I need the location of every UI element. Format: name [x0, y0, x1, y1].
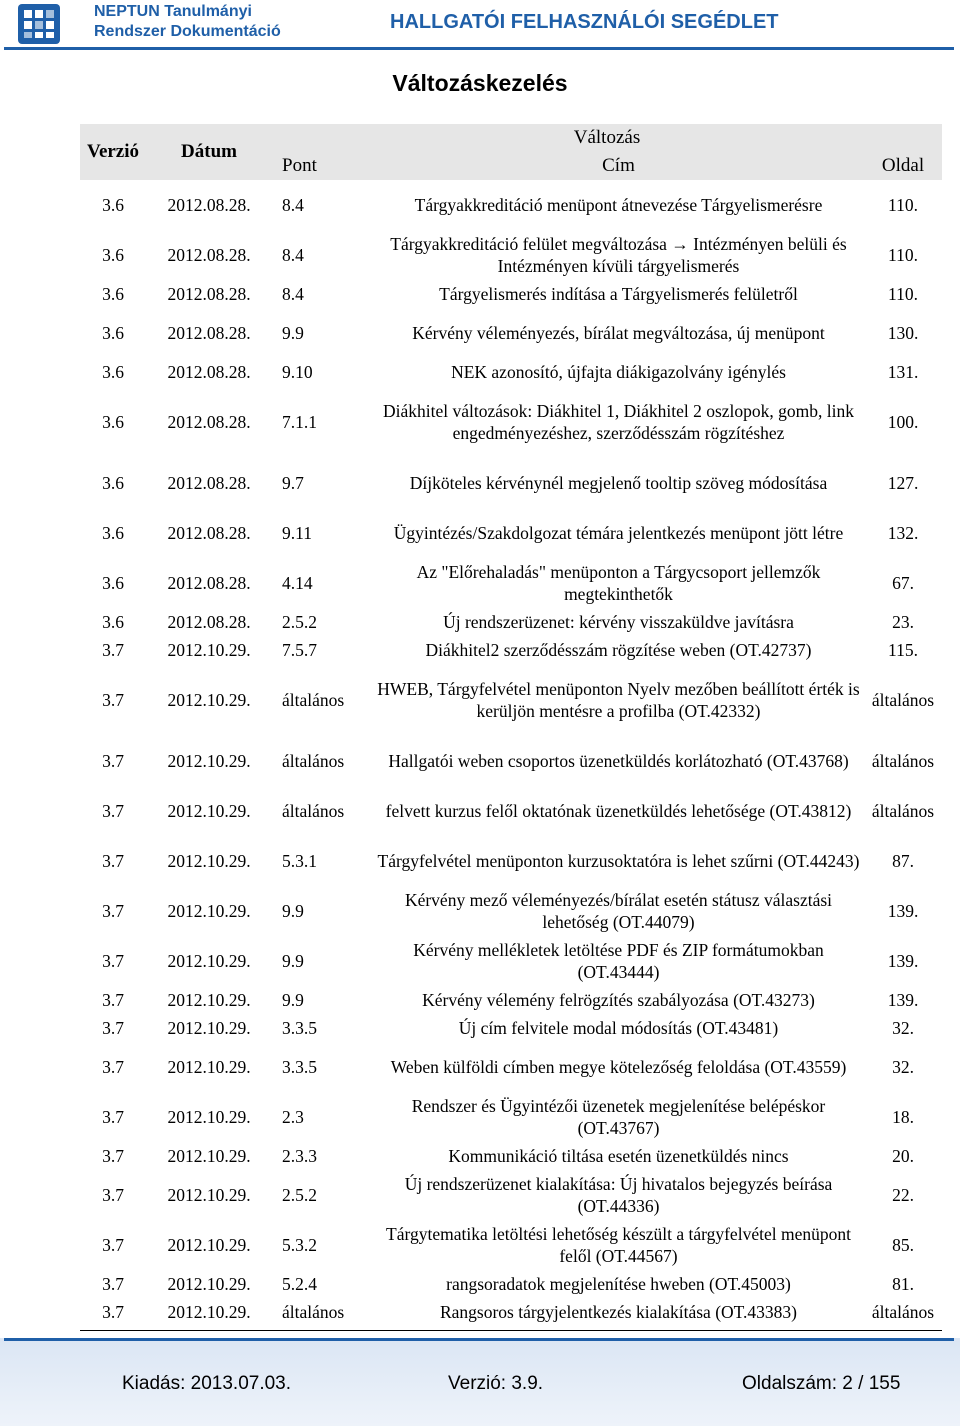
- cell-date: 2012.08.28.: [167, 573, 251, 593]
- cell-date: 2012.08.28.: [167, 412, 251, 432]
- table-row: [80, 558, 942, 608]
- cell-version: 3.7: [102, 640, 124, 660]
- cell-page: 110.: [888, 284, 918, 304]
- table-row: [80, 664, 942, 736]
- org-name-line1: NEPTUN Tanulmányi: [94, 3, 252, 20]
- cell-title: Kommunikáció tiltása esetén üzenetküldés nincs: [448, 1146, 789, 1166]
- table-row: [80, 358, 942, 386]
- footer-version: Verzió: 3.9.: [448, 1373, 544, 1394]
- org-name-line2: Rendszer Dokumentáció: [94, 23, 281, 40]
- cell-version: 3.7: [102, 901, 124, 921]
- cell-title: Kérvény véleményezés, bírálat megváltozása, új menüpont: [412, 323, 825, 343]
- cell-title: Az "Előrehaladás" menüponton a Tárgycsoport jellemzők megtekinthetők: [416, 562, 821, 604]
- cell-page: 139.: [887, 951, 919, 971]
- cell-point: 9.10: [282, 362, 313, 382]
- header-date: Dátum: [146, 124, 272, 180]
- table-row: [80, 886, 942, 936]
- cell-point: 5.3.2: [282, 1235, 317, 1255]
- cell-version: 3.7: [102, 1057, 124, 1077]
- cell-point: általános: [282, 1302, 345, 1322]
- cell-title: HWEB, Tárgyfelvétel menüponton Nyelv mezőben beállított érték is kerüljön mentésre a profilba (OT.42332): [377, 679, 860, 721]
- cell-title: Tárgytematika letöltési lehetőség készült a tárgyfelvétel menüpont felől (OT.44567): [386, 1224, 851, 1266]
- cell-version: 3.7: [102, 851, 124, 871]
- cell-page: 67.: [892, 573, 914, 593]
- footer-divider: [4, 1338, 954, 1341]
- cell-title: Díjköteles kérvénynél megjelenő tooltip szöveg módosítása: [409, 473, 828, 493]
- cell-point: általános: [282, 751, 345, 771]
- cell-page: 18.: [892, 1107, 914, 1127]
- cell-version: 3.6: [102, 573, 124, 593]
- org-name: [94, 2, 281, 42]
- cell-page: általános: [871, 690, 935, 710]
- cell-point: 4.14: [282, 573, 313, 593]
- neptun-logo-icon: [18, 4, 60, 44]
- cell-point: általános: [282, 801, 345, 821]
- cell-title: Ügyintézés/Szakdolgozat témára jelentkezés menüpont jött létre: [393, 523, 844, 543]
- cell-date: 2012.10.29.: [167, 1057, 251, 1077]
- table-row: [80, 280, 942, 308]
- cell-date: 2012.08.28.: [167, 612, 251, 632]
- cell-page: 130.: [887, 323, 919, 343]
- cell-date: 2012.10.29.: [167, 1235, 251, 1255]
- cell-point: 8.4: [282, 284, 304, 304]
- section-title: Változáskezelés: [392, 70, 568, 96]
- cell-point: 2.3.3: [282, 1146, 317, 1166]
- change-log-rows: [80, 180, 942, 1326]
- table-row: [80, 786, 942, 836]
- table-bottom-rule: [80, 1330, 942, 1331]
- cell-point: 2.5.2: [282, 1185, 317, 1205]
- cell-title: Kérvény mező véleményezés/bírálat esetén státusz választási lehetőség (OT.44079): [404, 890, 833, 932]
- cell-title: felvett kurzus felől oktatónak üzenetküldés lehetősége (OT.43812): [385, 801, 852, 821]
- cell-point: 5.2.4: [282, 1274, 317, 1294]
- cell-date: 2012.08.28.: [167, 284, 251, 304]
- cell-date: 2012.10.29.: [167, 690, 251, 710]
- cell-version: 3.6: [102, 612, 124, 632]
- cell-title: Kérvény vélemény felrögzítés szabályozása (OT.43273): [422, 990, 815, 1010]
- table-row: [80, 986, 942, 1014]
- cell-page: 85.: [892, 1235, 914, 1255]
- header-divider: [4, 47, 954, 50]
- document-title: HALLGATÓI FELHASZNÁLÓI SEGÉDLET: [390, 11, 779, 33]
- cell-date: 2012.10.29.: [167, 901, 251, 921]
- cell-point: 9.9: [282, 990, 304, 1010]
- cell-title: Rendszer és Ügyintézői üzenetek megjelenítése belépéskor (OT.43767): [411, 1096, 826, 1138]
- cell-title: Tárgyakkreditáció felület megváltozása → Intézményen belüli és Intézményen kívüli tárgyelismerés: [390, 234, 847, 276]
- table-row: [80, 1142, 942, 1170]
- cell-point: 8.4: [282, 195, 304, 215]
- header-change: Változás: [272, 124, 942, 152]
- table-row: [80, 1220, 942, 1270]
- header-page: Oldal: [864, 152, 942, 180]
- cell-version: 3.7: [102, 1185, 124, 1205]
- cell-page: 23.: [892, 612, 914, 632]
- cell-title: Tárgyakkreditáció menüpont átnevezése Tárgyelismerésre: [414, 195, 823, 215]
- cell-point: 9.9: [282, 323, 304, 343]
- cell-point: 3.3.5: [282, 1057, 317, 1077]
- cell-title: rangsoradatok megjelenítése hweben (OT.45003): [446, 1274, 791, 1294]
- table-row: [80, 180, 942, 230]
- cell-date: 2012.10.29.: [167, 1107, 251, 1127]
- cell-date: 2012.08.28.: [167, 195, 251, 215]
- cell-page: 32.: [892, 1018, 914, 1038]
- cell-point: 2.5.2: [282, 612, 317, 632]
- table-row: [80, 608, 942, 636]
- cell-page: általános: [871, 801, 935, 821]
- cell-date: 2012.08.28.: [167, 323, 251, 343]
- cell-page: 132.: [887, 523, 919, 543]
- cell-date: 2012.08.28.: [167, 473, 251, 493]
- cell-page: 139.: [887, 990, 919, 1010]
- table-row: [80, 736, 942, 786]
- table-row: [80, 386, 942, 458]
- cell-title: Hallgatói weben csoportos üzenetküldés korlátozható (OT.43768): [388, 751, 849, 771]
- cell-title: Rangsoros tárgyjelentkezés kialakítása (OT.43383): [439, 1302, 798, 1322]
- cell-page: 110.: [888, 245, 918, 265]
- table-row: [80, 1042, 942, 1092]
- cell-version: 3.7: [102, 690, 124, 710]
- header-point: Pont: [272, 152, 373, 180]
- cell-point: 9.9: [282, 901, 304, 921]
- table-row: [80, 230, 942, 280]
- cell-page: általános: [871, 1302, 935, 1322]
- table-row: [80, 1270, 942, 1298]
- table-row: [80, 636, 942, 664]
- cell-page: 81.: [892, 1274, 914, 1294]
- table-row: [80, 508, 942, 558]
- cell-version: 3.6: [102, 473, 124, 493]
- cell-date: 2012.08.28.: [167, 523, 251, 543]
- cell-date: 2012.10.29.: [167, 751, 251, 771]
- cell-date: 2012.10.29.: [167, 1302, 251, 1322]
- cell-version: 3.7: [102, 1274, 124, 1294]
- table-row: [80, 308, 942, 358]
- cell-version: 3.6: [102, 323, 124, 343]
- cell-date: 2012.10.29.: [167, 1146, 251, 1166]
- table-row: [80, 1298, 942, 1326]
- cell-page: 127.: [887, 473, 919, 493]
- header-title: Cím: [373, 152, 864, 180]
- cell-point: 5.3.1: [282, 851, 317, 871]
- cell-version: 3.6: [102, 412, 124, 432]
- cell-title: Tárgyfelvétel menüponton kurzusoktatóra is lehet szűrni (OT.44243): [377, 851, 860, 871]
- table-row: [80, 1092, 942, 1142]
- cell-date: 2012.10.29.: [167, 951, 251, 971]
- table-row: [80, 936, 942, 986]
- cell-version: 3.7: [102, 801, 124, 821]
- cell-date: 2012.10.29.: [167, 801, 251, 821]
- cell-version: 3.6: [102, 245, 124, 265]
- cell-version: 3.6: [102, 195, 124, 215]
- cell-version: 3.7: [102, 1302, 124, 1322]
- cell-point: 8.4: [282, 245, 304, 265]
- cell-title: Tárgyelismerés indítása a Tárgyelismerés felületről: [439, 284, 798, 304]
- cell-date: 2012.08.28.: [167, 245, 251, 265]
- cell-page: 110.: [888, 195, 918, 215]
- cell-page: 20.: [892, 1146, 914, 1166]
- cell-page: 32.: [892, 1057, 914, 1077]
- page-header: [0, 0, 960, 50]
- cell-point: 9.7: [282, 473, 304, 493]
- cell-title: Diákhitel2 szerződésszám rögzítése weben (OT.42737): [425, 640, 812, 660]
- cell-version: 3.6: [102, 523, 124, 543]
- cell-version: 3.7: [102, 751, 124, 771]
- cell-title: Kérvény mellékletek letöltése PDF és ZIP formátumokban (OT.43444): [413, 940, 824, 982]
- cell-version: 3.7: [102, 990, 124, 1010]
- cell-title: NEK azonosító, újfajta diákigazolvány igénylés: [451, 362, 786, 382]
- table-row: [80, 1170, 942, 1220]
- table-row: [80, 458, 942, 508]
- cell-page: 139.: [887, 901, 919, 921]
- cell-date: 2012.10.29.: [167, 1185, 251, 1205]
- cell-page: 131.: [887, 362, 919, 382]
- cell-point: 9.11: [282, 523, 312, 543]
- cell-point: 7.1.1: [282, 412, 317, 432]
- cell-version: 3.6: [102, 284, 124, 304]
- cell-version: 3.7: [102, 1107, 124, 1127]
- cell-date: 2012.10.29.: [167, 1018, 251, 1038]
- footer-page-number: Oldalszám: 2 / 155: [742, 1373, 901, 1394]
- cell-title: Weben külföldi címben megye kötelezőség feloldása (OT.43559): [390, 1057, 847, 1077]
- cell-date: 2012.10.29.: [167, 851, 251, 871]
- cell-date: 2012.10.29.: [167, 1274, 251, 1294]
- cell-date: 2012.08.28.: [167, 362, 251, 382]
- cell-point: 3.3.5: [282, 1018, 317, 1038]
- change-log-table: [80, 124, 942, 1326]
- cell-page: 115.: [888, 640, 918, 660]
- cell-page: 100.: [887, 412, 919, 432]
- cell-point: 9.9: [282, 951, 304, 971]
- cell-title: Új cím felvitele modal módosítás (OT.43481): [458, 1018, 779, 1038]
- cell-title: Új rendszerüzenet kialakítása: Új hivatalos bejegyzés beírása (OT.44336): [404, 1174, 833, 1216]
- cell-page: 22.: [892, 1185, 914, 1205]
- cell-page: általános: [871, 751, 935, 771]
- cell-version: 3.7: [102, 1018, 124, 1038]
- cell-point: általános: [282, 690, 345, 710]
- cell-version: 3.7: [102, 1235, 124, 1255]
- cell-point: 7.5.7: [282, 640, 317, 660]
- cell-version: 3.7: [102, 1146, 124, 1166]
- cell-title: Diákhitel változások: Diákhitel 1, Diákhitel 2 oszlopok, gomb, link engedményezéshez, szerződésszám rögzítéshez: [383, 401, 854, 443]
- footer-issue-date: Kiadás: 2013.07.03.: [122, 1373, 292, 1394]
- cell-title: Új rendszerüzenet: kérvény visszaküldve javításra: [443, 612, 794, 632]
- cell-version: 3.7: [102, 951, 124, 971]
- cell-version: 3.6: [102, 362, 124, 382]
- cell-date: 2012.10.29.: [167, 990, 251, 1010]
- header-version: Verzió: [80, 124, 146, 180]
- cell-page: 87.: [892, 851, 914, 871]
- cell-date: 2012.10.29.: [167, 640, 251, 660]
- table-row: [80, 836, 942, 886]
- table-row: [80, 1014, 942, 1042]
- cell-point: 2.3: [282, 1107, 304, 1127]
